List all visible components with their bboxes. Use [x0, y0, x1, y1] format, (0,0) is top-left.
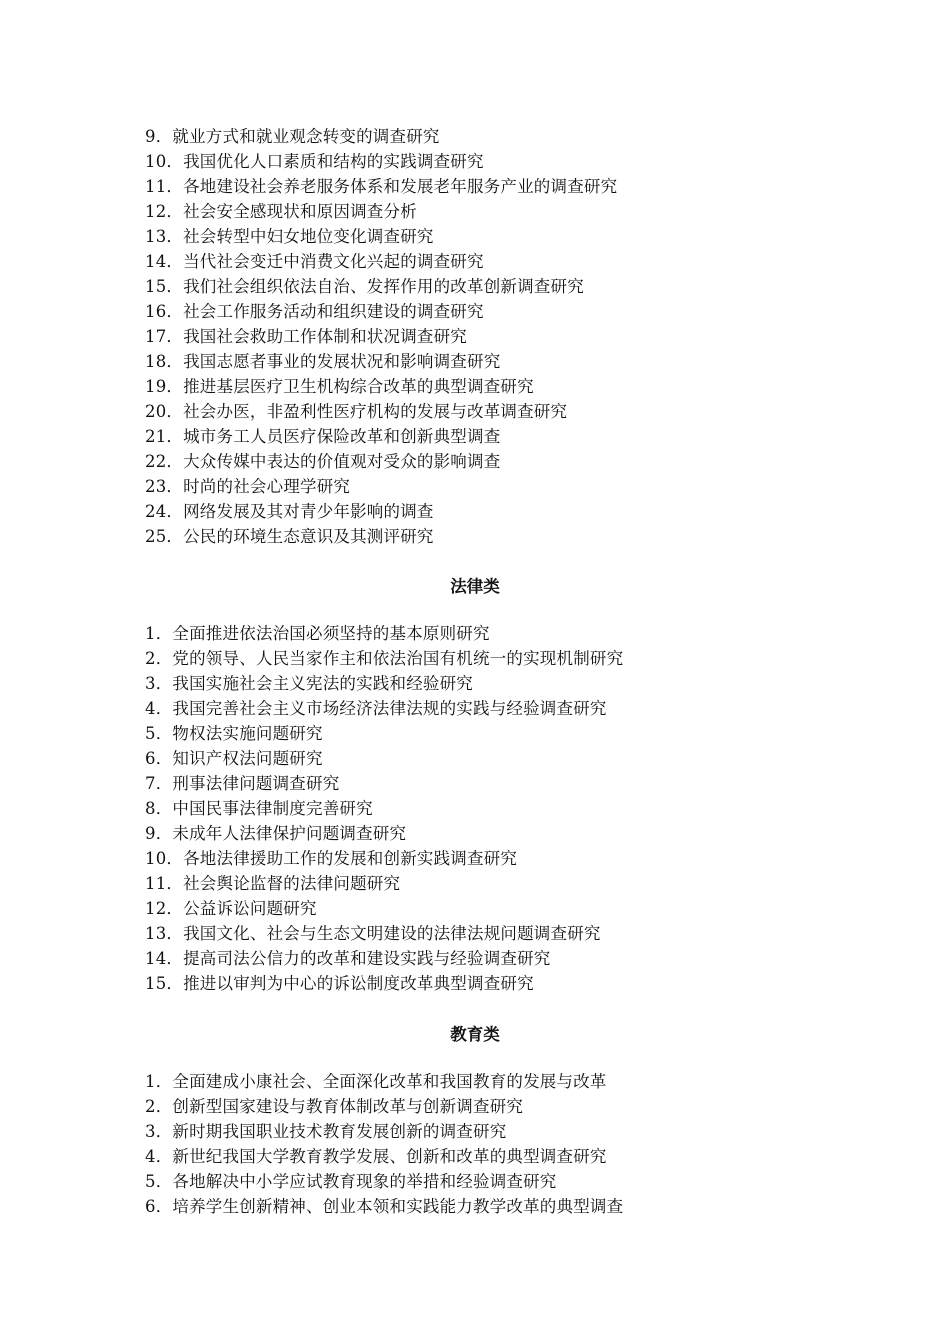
- list-item: 7．刑事法律问题调查研究: [145, 774, 340, 793]
- law-topic-list: [145, 621, 623, 996]
- list-item: 15．我们社会组织依法自治、发挥作用的改革创新调查研究: [145, 277, 584, 296]
- list-item: 16．社会工作服务活动和组织建设的调查研究: [145, 302, 484, 321]
- list-item: 2．创新型国家建设与教育体制改革与创新调查研究: [145, 1097, 524, 1116]
- list-item: 4．我国完善社会主义市场经济法律法规的实践与经验调查研究: [145, 699, 607, 718]
- education-topic-list: [145, 1069, 623, 1219]
- list-item: 5．各地解决中小学应试教育现象的举措和经验调查研究: [145, 1172, 557, 1191]
- list-item: 3．我国实施社会主义宪法的实践和经验研究: [145, 674, 473, 693]
- list-item: 9．就业方式和就业观念转变的调查研究: [145, 127, 440, 146]
- list-item: 17．我国社会救助工作体制和状况调查研究: [145, 327, 467, 346]
- list-item: 21．城市务工人员医疗保险改革和创新典型调查: [145, 427, 501, 446]
- list-item: 11．社会舆论监督的法律问题研究: [145, 874, 401, 893]
- list-item: 10．我国优化人口素质和结构的实践调查研究: [145, 152, 484, 171]
- list-item: 20．社会办医，非盈利性医疗机构的发展与改革调查研究: [145, 402, 568, 421]
- list-item: 6．知识产权法问题研究: [145, 749, 323, 768]
- section-heading-education: 教育类: [450, 1025, 500, 1044]
- list-item: 4．新世纪我国大学教育教学发展、创新和改革的典型调查研究: [145, 1147, 607, 1166]
- list-item: 14．当代社会变迁中消费文化兴起的调查研究: [145, 252, 484, 271]
- list-item: 1．全面建成小康社会、全面深化改革和我国教育的发展与改革: [145, 1072, 607, 1091]
- section-heading-law: 法律类: [450, 577, 500, 596]
- list-item: 1．全面推进依法治国必须坚持的基本原则研究: [145, 624, 490, 643]
- list-item: 12．社会安全感现状和原因调查分析: [145, 202, 417, 221]
- list-item: 2．党的领导、人民当家作主和依法治国有机统一的实现机制研究: [145, 649, 624, 668]
- list-item: 13．社会转型中妇女地位变化调查研究: [145, 227, 434, 246]
- list-item: 24．网络发展及其对青少年影响的调查: [145, 502, 434, 521]
- list-item: 22．大众传媒中表达的价值观对受众的影响调查: [145, 452, 501, 471]
- list-item: 12．公益诉讼问题研究: [145, 899, 317, 918]
- list-item: 3．新时期我国职业技术教育发展创新的调查研究: [145, 1122, 507, 1141]
- list-item: 23．时尚的社会心理学研究: [145, 477, 351, 496]
- list-item: 10．各地法律援助工作的发展和创新实践调查研究: [145, 849, 518, 868]
- list-item: 13．我国文化、社会与生态文明建设的法律法规问题调查研究: [145, 924, 601, 943]
- list-item: 11．各地建设社会养老服务体系和发展老年服务产业的调查研究: [145, 177, 618, 196]
- list-item: 9．未成年人法律保护问题调查研究: [145, 824, 407, 843]
- list-item: 6．培养学生创新精神、创业本领和实践能力教学改革的典型调查: [145, 1197, 624, 1216]
- list-item: 25．公民的环境生态意识及其测评研究: [145, 527, 434, 546]
- list-item: 5．物权法实施问题研究: [145, 724, 323, 743]
- list-item: 8．中国民事法律制度完善研究: [145, 799, 373, 818]
- list-item: 14．提高司法公信力的改革和建设实践与经验调查研究: [145, 949, 551, 968]
- list-item: 15．推进以审判为中心的诉讼制度改革典型调查研究: [145, 974, 534, 993]
- social-topic-list: [145, 124, 617, 549]
- list-item: 19．推进基层医疗卫生机构综合改革的典型调查研究: [145, 377, 534, 396]
- list-item: 18．我国志愿者事业的发展状况和影响调查研究: [145, 352, 501, 371]
